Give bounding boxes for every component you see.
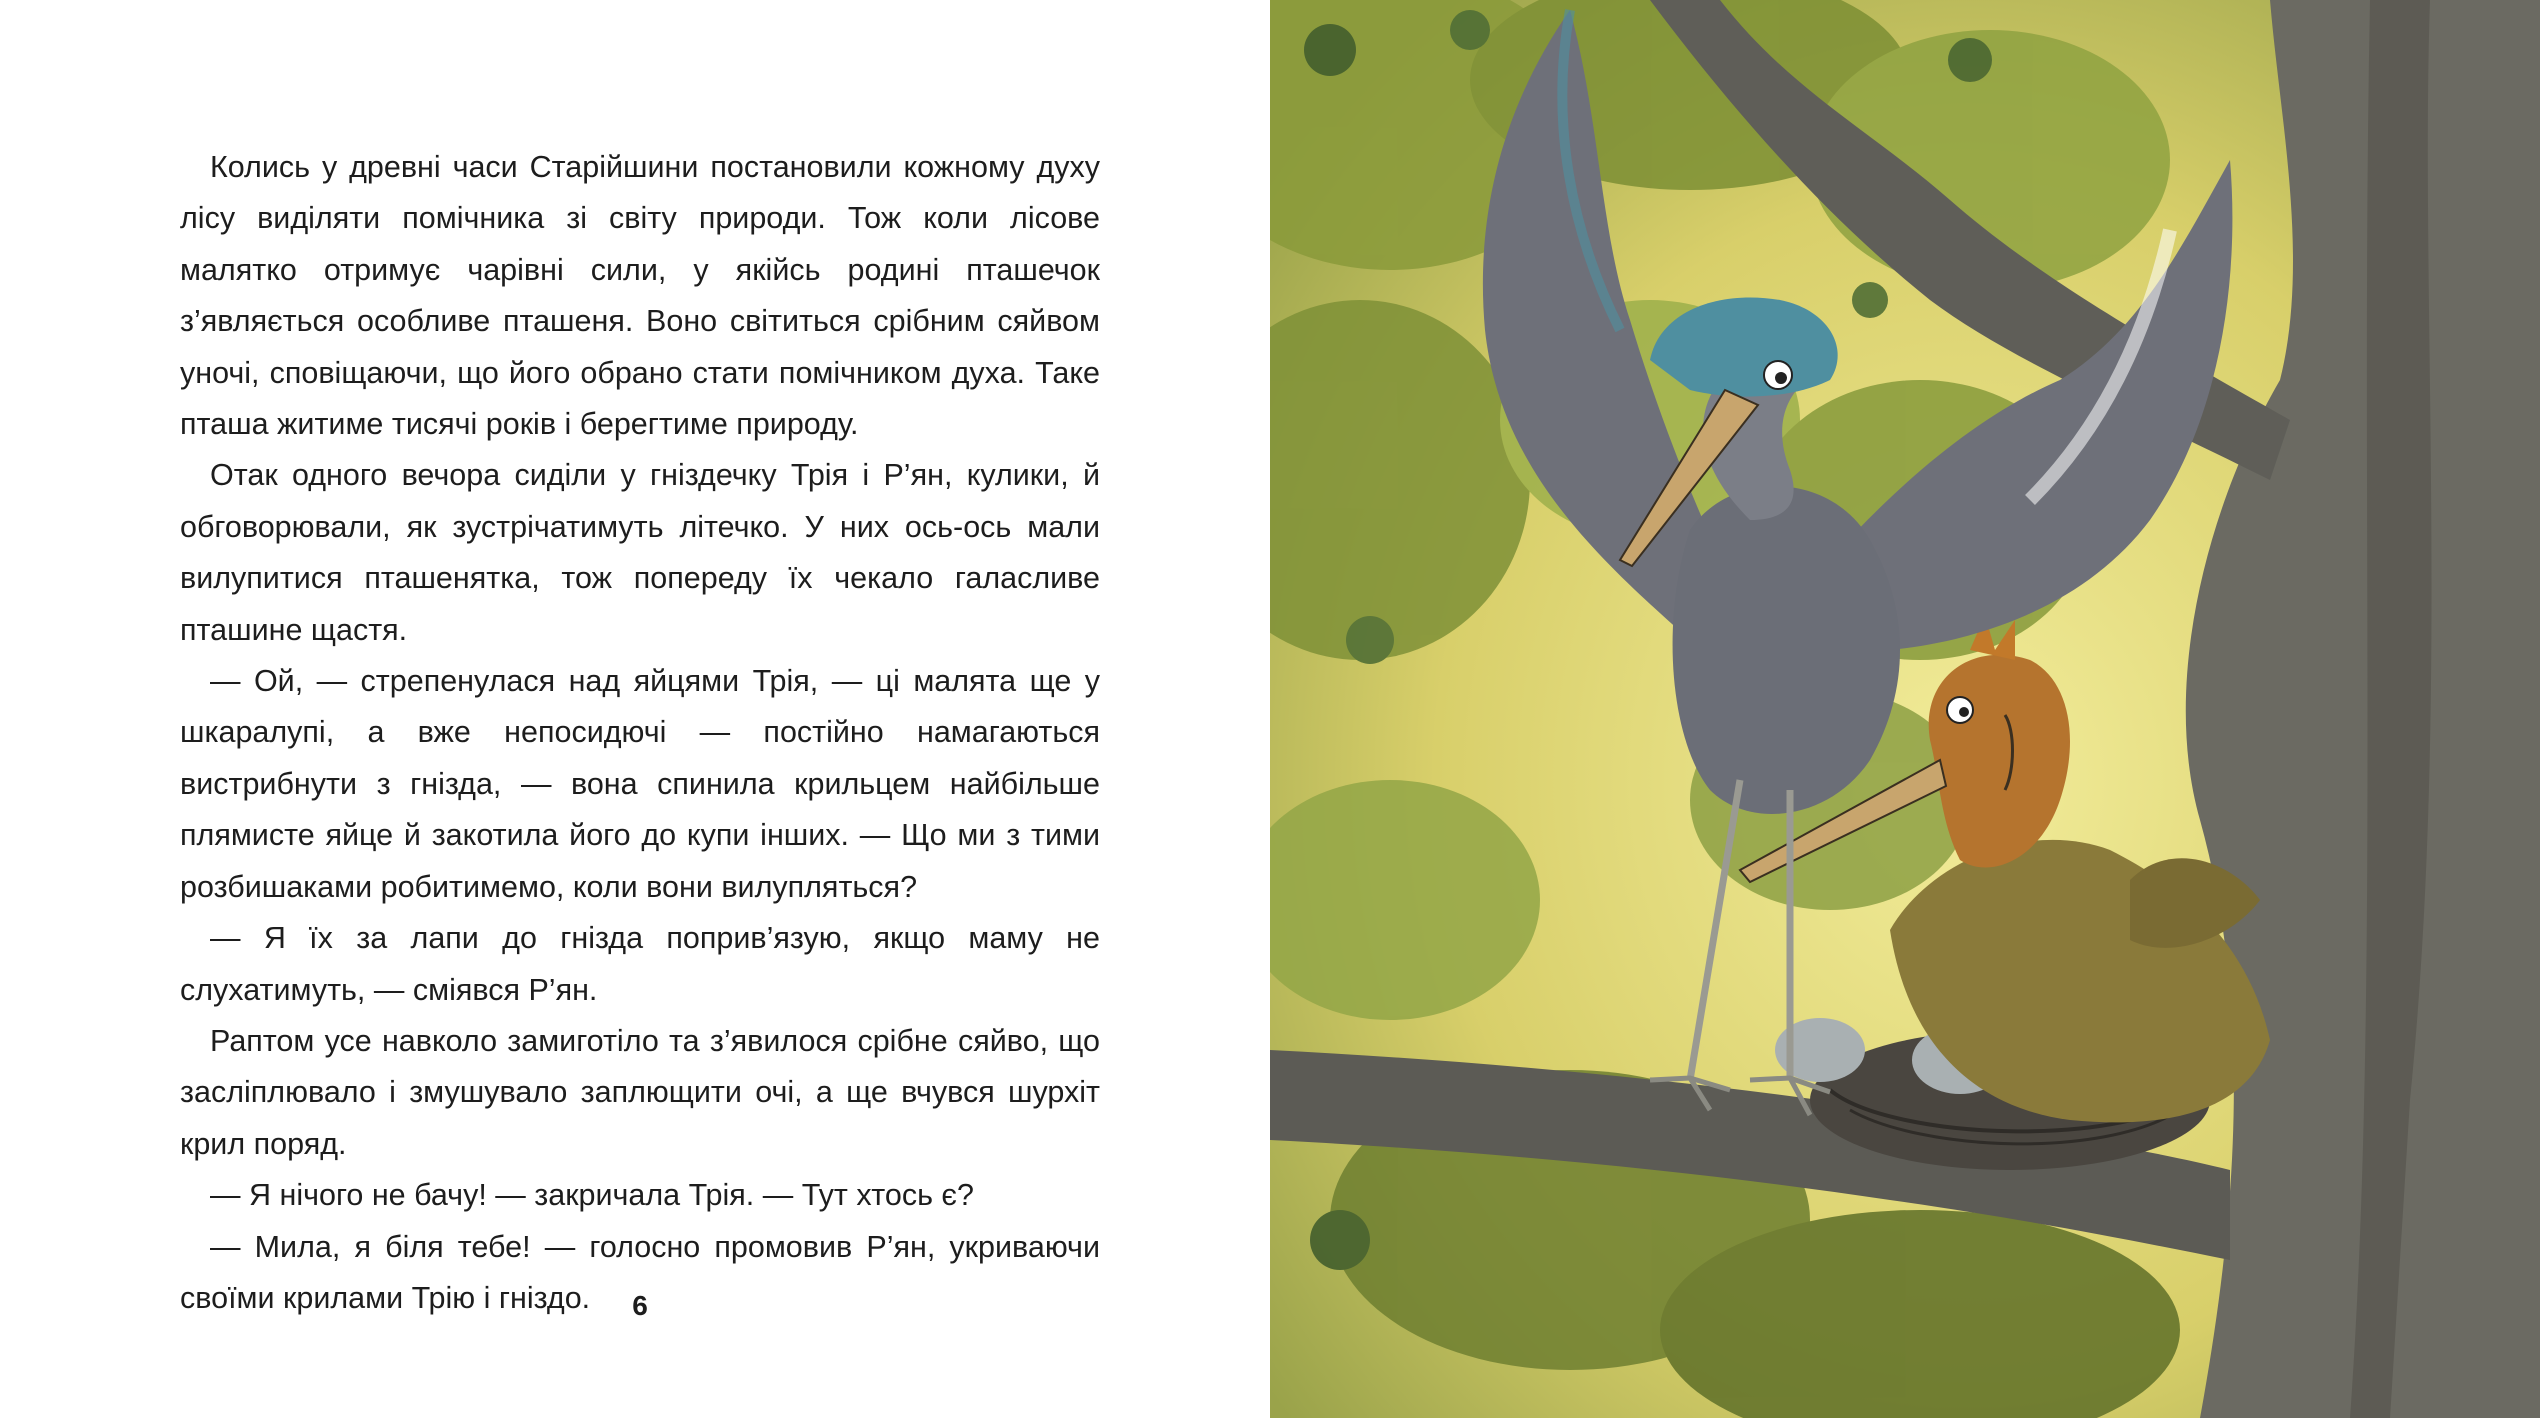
illustration-svg — [1270, 0, 2540, 1418]
paragraph: Раптом усе навколо замиготіло та з’явилося срібне сяйво, що засліплювало і змушувало заплющити очі, а ще вчувся шурхіт крил поряд. — [180, 1023, 1100, 1161]
paragraph: — Мила, я біля тебе! — голосно промовив Р’ян, укриваючи своїми крилами Трію і гніздо. — [180, 1229, 1100, 1315]
paragraph: Отак одного вечора сиділи у гніздечку Трія і Р’ян, кулики, й обговорювали, як зустрічатимуть літечко. У них ось-ось мали вилупитися пташенятка, тож попереду їх чекало галасливе пташине щастя. — [180, 458, 1100, 647]
paragraph: — Я нічого не бачу! — закричала Трія. — Тут хтось є? — [210, 1178, 974, 1213]
paragraph: — Ой, — стрепенулася над яйцями Трія, — ці малята ще у шкаралупі, а вже непосидючі — постійно намагаються вистрибнути з гнізда, — вона спинила крильцем найбільше плямисте яйце й закотила його до купи інших. — Що ми з тими розбишаками робитимемо, коли вони вилупляться? — [180, 664, 1100, 904]
story-text — [180, 142, 1100, 1324]
paragraph: — Я їх за лапи до гнізда поприв’язую, якщо маму не слухатимуть, — сміявся Р’ян. — [180, 921, 1100, 1007]
illustration-page — [1270, 0, 2540, 1418]
page-number: 6 — [632, 1290, 648, 1321]
paragraph: Колись у древні часи Старійшини постановили кожному духу лісу виділяти помічника зі світу природи. Тож коли лісове малятко отримує чарівні сили, у якійсь родині пташечок з’являється особливе пташеня. Воно світиться срібним сяйвом уночі, сповіщаючи, що його обрано стати помічником духа. Таке пташа житиме тисячі років і берегтиме природу. — [180, 150, 1100, 442]
